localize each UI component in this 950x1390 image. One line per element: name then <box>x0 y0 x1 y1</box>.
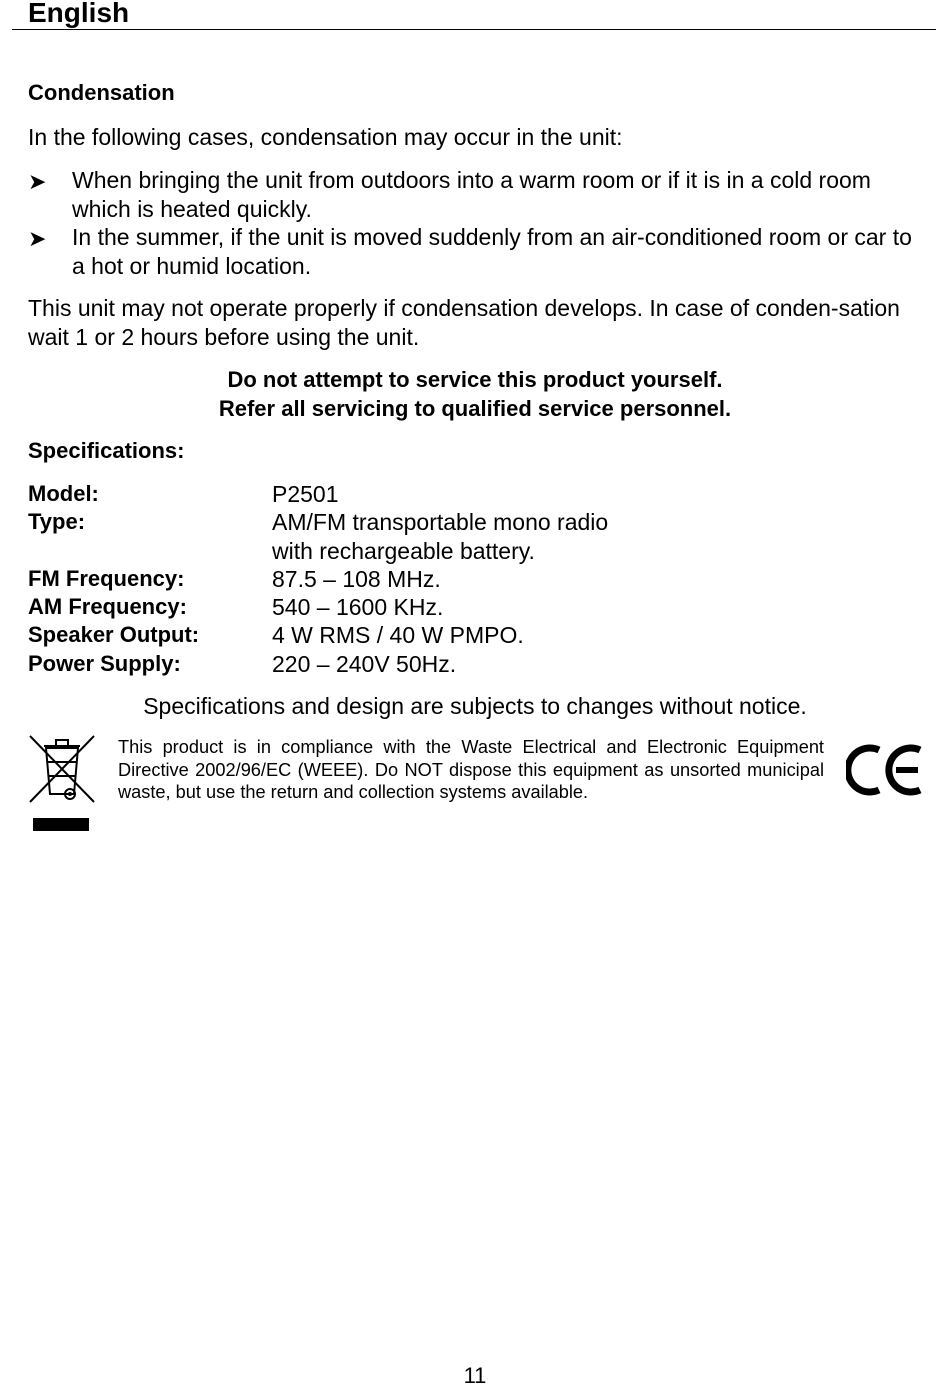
bullet-item-1 <box>28 166 918 223</box>
spec-label: Model: <box>28 481 99 506</box>
specifications-notice: Specifications and design are subjects to changes without notice. <box>143 693 807 719</box>
spec-row-model <box>28 480 608 508</box>
specifications-table <box>28 480 608 678</box>
page-language-title: English <box>28 0 130 28</box>
spec-label <box>28 537 272 565</box>
weee-compliance-text: This product is in compliance with the Waste Electrical and Electronic Equipment Directive 2002/96/EC (WEEE). Do NOT dispose this equipment as unsorted municipal waste, but use the return and collection systems available. <box>118 737 824 802</box>
spec-label: Power Supply: <box>28 650 181 676</box>
header-divider <box>12 29 936 30</box>
service-warning-line-2: Refer all servicing to qualified service personnel. <box>218 396 732 421</box>
spec-value: P2501 <box>272 481 339 507</box>
bullet-item-2 <box>28 223 918 280</box>
spec-row-am-frequency <box>28 593 608 621</box>
spec-row-power-supply <box>28 650 608 678</box>
bullet-text-1: When bringing the unit from outdoors into a warm room or if it is in a cold room which is heated quickly. <box>72 167 871 222</box>
arrow-bullet-icon: ➤ <box>28 169 47 194</box>
condensation-bullet-list <box>28 166 918 280</box>
spec-value: AM/FM transportable mono radio <box>272 509 609 536</box>
arrow-bullet-icon: ➤ <box>28 226 47 251</box>
spec-label: FM Frequency: <box>28 565 185 591</box>
spec-value: with rechargeable battery. <box>272 537 535 564</box>
service-warning-line-1: Do not attempt to service this product yourself. <box>227 367 723 392</box>
spec-label: Speaker Output: <box>28 622 200 648</box>
spec-label: Type: <box>28 509 86 535</box>
spec-value: 4 W RMS / 40 W PMPO. <box>272 622 524 649</box>
spec-row-speaker-output <box>28 621 608 649</box>
spec-value: 220 – 240V 50Hz. <box>272 650 457 677</box>
ce-mark-icon <box>846 742 924 798</box>
spec-row-fm-frequency <box>28 565 608 593</box>
spec-label: AM Frequency: <box>28 594 187 620</box>
bullet-text-2: In the summer, if the unit is moved suddenly from an air-conditioned room or car to a hot or humid location. <box>72 224 912 279</box>
condensation-intro: In the following cases, condensation may occur in the unit: <box>28 124 623 150</box>
page-number: 11 <box>463 1363 487 1388</box>
spec-row-type-continued <box>28 537 608 565</box>
spec-value: 87.5 – 108 MHz. <box>272 565 441 592</box>
condensation-paragraph: This unit may not operate properly if condensation develops. In case of conden-sation wait 1 or 2 hours before using the unit. <box>28 295 900 350</box>
spec-row-type <box>28 508 608 536</box>
specifications-heading: Specifications: <box>28 438 185 463</box>
crossed-out-wheelie-bin-icon <box>26 732 96 834</box>
spec-value: 540 – 1600 KHz. <box>272 594 444 621</box>
condensation-heading: Condensation <box>28 80 175 105</box>
